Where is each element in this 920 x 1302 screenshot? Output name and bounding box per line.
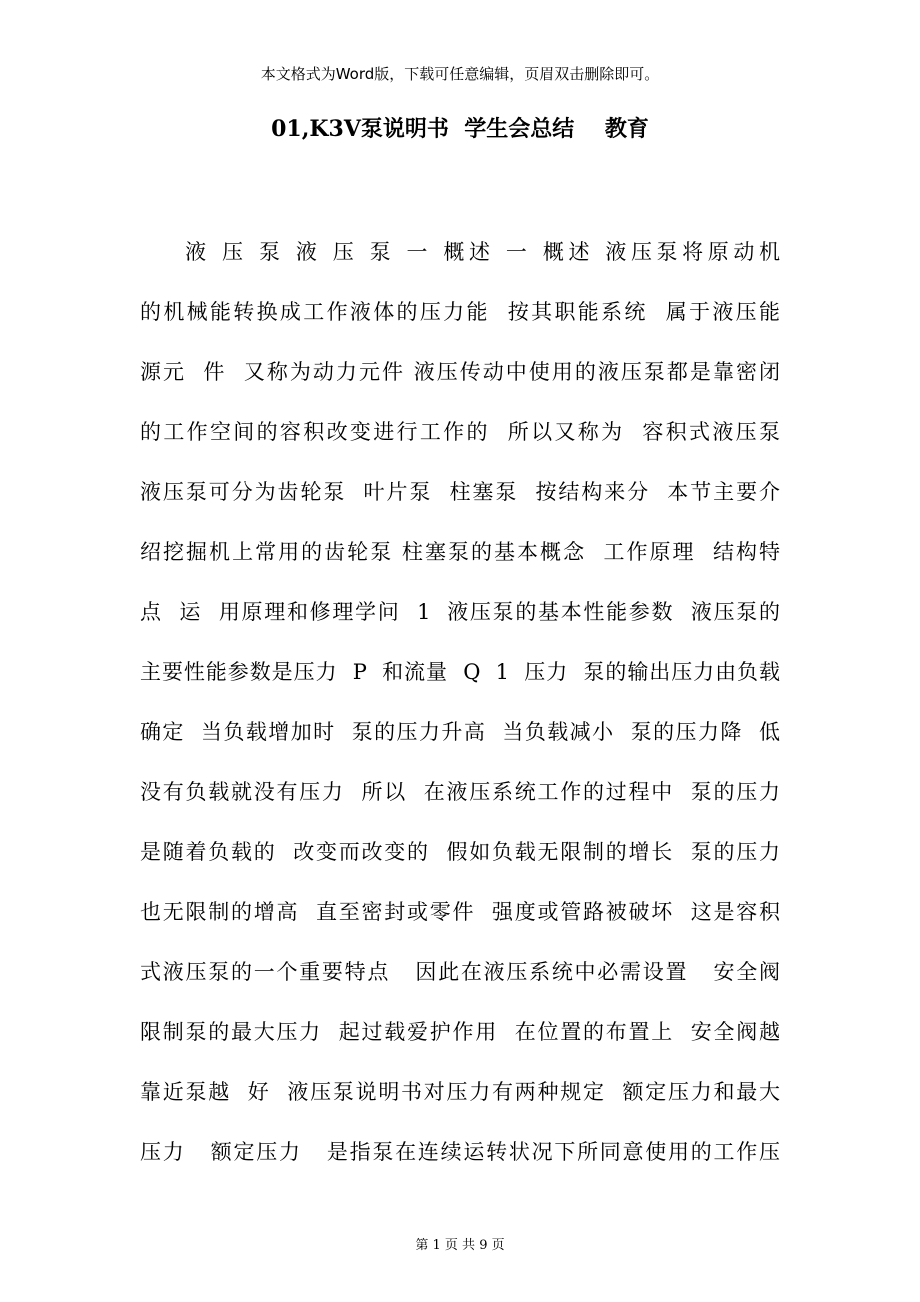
body-line: 压力 额定压力 是指泵在连续运转状况下所同意使用的工作压 xyxy=(140,1140,780,1164)
body-line: 也无限制的增高 直至密封或零件 强度或管路被破坏 这是容积 xyxy=(140,900,780,924)
body-line: 的工作空间的容积改变进行工作的 所以又称为 容积式液压泵 xyxy=(140,420,780,444)
body-line: 的机械能转换成工作液体的压力能 按其职能系统 属于液压能 xyxy=(140,300,780,324)
body-line: 主要性能参数是压力 P 和流量 Q 1 压力 泵的输出压力由负载 xyxy=(140,660,780,684)
body-line: 源元 件 又称为动力元件 液压传动中使用的液压泵都是靠密闭 xyxy=(140,360,780,384)
body-text xyxy=(140,232,780,1192)
body-line: 式液压泵的一个重要特点 因此在液压系统中必需设置 安全阀 xyxy=(140,960,780,984)
body-line: 液压泵可分为齿轮泵 叶片泵 柱塞泵 按结构来分 本节主要介 xyxy=(140,480,780,504)
body-line: 点 运 用原理和修理学问 1 液压泵的基本性能参数 液压泵的 xyxy=(140,600,780,624)
body-line: 是随着负载的 改变而改变的 假如负载无限制的增长 泵的压力 xyxy=(140,840,780,864)
header-note: 本文格式为Word版，下载可任意编辑，页眉双击删除即可。 xyxy=(260,65,660,83)
page-footer: 第 1 页 共 9 页 xyxy=(415,1238,505,1253)
body-line: 没有负载就没有压力 所以 在液压系统工作的过程中 泵的压力 xyxy=(140,780,780,804)
body-line: 绍挖掘机上常用的齿轮泵 柱塞泵的基本概念 工作原理 结构特 xyxy=(140,540,780,564)
body-line: 限制泵的最大压力 起过载爱护作用 在位置的布置上 安全阀越 xyxy=(140,1020,780,1044)
body-line: 确定 当负载增加时 泵的压力升高 当负载减小 泵的压力降 低 xyxy=(140,720,780,744)
document-title: 01,K3V泵说明书 学生会总结 教育 xyxy=(271,116,649,142)
body-line: 靠近泵越 好 液压泵说明书对压力有两种规定 额定压力和最大 xyxy=(140,1080,780,1104)
body-line: 液 压 泵 液 压 泵 一 概述 一 概述 液压泵将原动机 xyxy=(140,240,780,264)
